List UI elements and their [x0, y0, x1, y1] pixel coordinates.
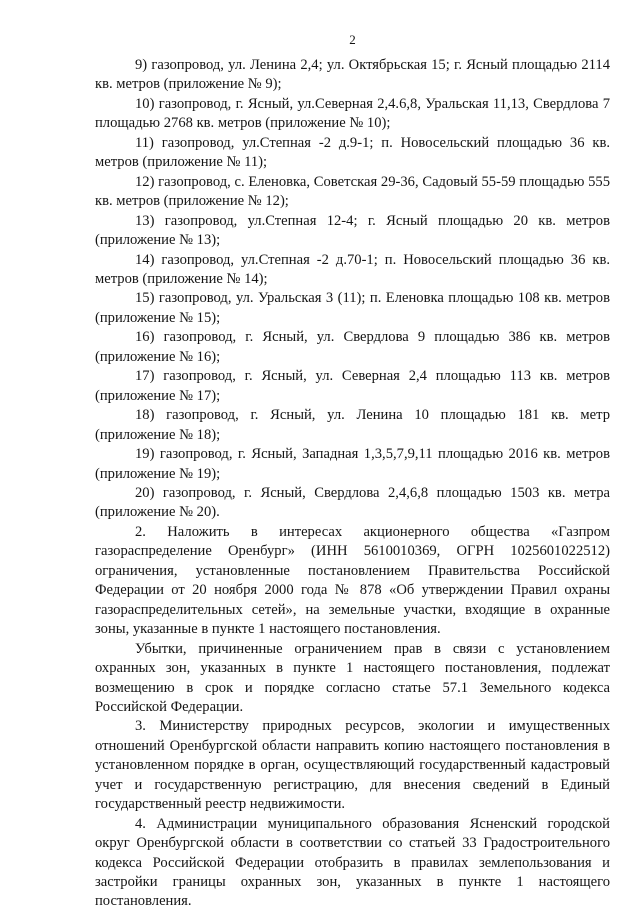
- clause-2-paragraph: 2. Наложить в интересах акционерного общества «Газпром газораспределение Оренбург» (ИНН 5610010369, ОГРН 1025601022512) ограничения, установленные постановлением Правительства Российской Федерации от 20 ноября 2000 года № 878 «Об утверждении Правил охраны газораспределительных сетей», на земельные участки, входящие в охранные зоны, указанные в пункте 1 настоящего постановления.: [95, 523, 610, 638]
- list-item-9: 9) газопровод, ул. Ленина 2,4; ул. Октябрьская 15; г. Ясный площадью 2114 кв. метров (приложение № 9);: [95, 57, 610, 93]
- list-item-11: 11) газопровод, ул.Степная -2 д.9-1; п. Новосельский площадью 36 кв. метров (приложение № 11);: [95, 134, 610, 171]
- page-number: 2: [349, 32, 356, 47]
- list-item-14: 14) газопровод, ул.Степная -2 д.70-1; п. Новосельский площадью 36 кв. метров (приложение № 14);: [95, 251, 610, 287]
- list-item-13: 13) газопровод, ул.Степная 12-4; г. Ясный площадью 20 кв. метров (приложение № 13);: [95, 212, 610, 249]
- list-item-10: 10) газопровод, г. Ясный, ул.Северная 2,4.6,8, Уральская 11,13, Свердлова 7 площадью 2768 кв. метров (приложение № 10);: [95, 95, 610, 132]
- clause-3-paragraph: 3. Министерству природных ресурсов, экологии и имущественных отношений Оренбургской области направить копию настоящего постановления в установленном порядке в орган, осуществляющий государственный кадастровый учет и государственную регистрацию, для внесения сведений в Единый государственный реестр недвижимости.: [95, 718, 610, 813]
- list-item-17: 17) газопровод, г. Ясный, ул. Северная 2,4 площадью 113 кв. метров (приложение № 17);: [95, 368, 610, 404]
- list-item-16: 16) газопровод, г. Ясный, ул. Свердлова 9 площадью 386 кв. метров (приложение № 16);: [95, 329, 610, 365]
- list-item-18: 18) газопровод, г. Ясный, ул. Ленина 10 площадью 181 кв. метр (приложение № 18);: [95, 407, 610, 443]
- list-item-12: 12) газопровод, с. Еленовка, Советская 29-36, Садовый 55-59 площадью 555 кв. метров (приложение № 12);: [95, 173, 610, 210]
- clause-4-paragraph: 4. Администрации муниципального образования Ясненский городской округ Оренбургской области в соответствии со статьей 33 Градостроительного кодекса Российской Федерации отобразить в правилах землепользования и застройки границы охранных зон, указанных в пункте 1 настоящего постановления.: [95, 815, 610, 910]
- list-item-19: 19) газопровод, г. Ясный, Западная 1,3,5,7,9,11 площадью 2016 кв. метров (приложение № 19);: [95, 446, 610, 482]
- damages-paragraph: Убытки, причиненные ограничением прав в связи с установлением охранных зон, указанных в пункте 1 настоящего постановления, подлежат возмещению в срок и порядке согласно статье 57.1 Земельного кодекса Российской Федерации.: [95, 640, 610, 715]
- list-item-20: 20) газопровод, г. Ясный, Свердлова 2,4,6,8 площадью 1503 кв. метра (приложение № 20).: [95, 484, 610, 521]
- list-item-15: 15) газопровод, ул. Уральская 3 (11); п. Еленовка площадью 108 кв. метров (приложение № 15);: [95, 290, 610, 326]
